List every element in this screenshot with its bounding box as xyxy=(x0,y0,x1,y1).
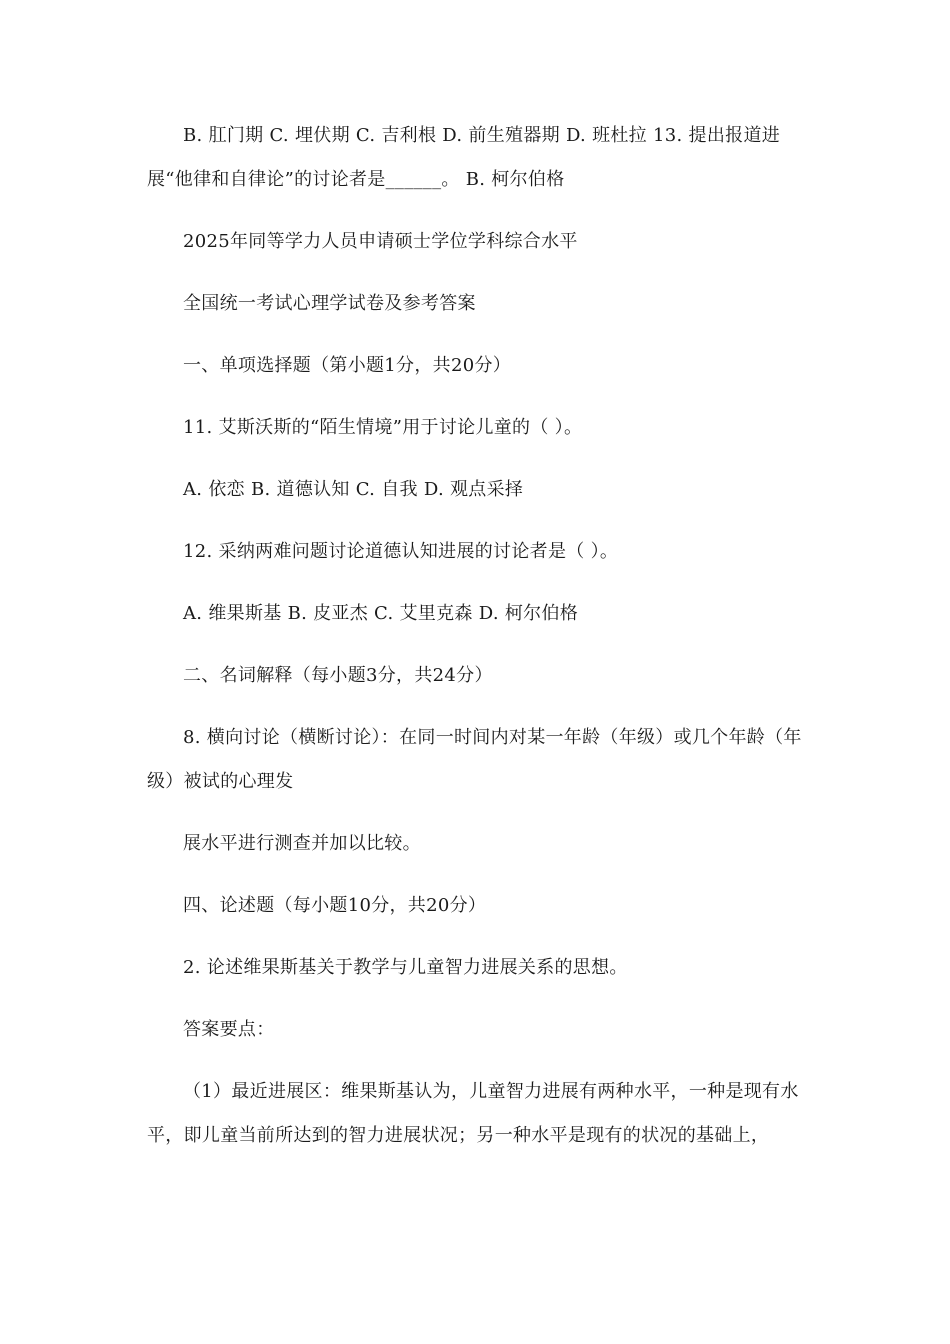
paragraph-exam-title-line2: 全国统一考试心理学试卷及参考答案 xyxy=(183,293,476,314)
paragraph-term-8-continued: 展水平进行测查并加以比较。 xyxy=(183,833,421,854)
paragraph-answer-point-1: （1）最近进展区：维果斯基认为，儿童智力进展有两种水平，一种是现有水平，即儿童当前所达到的智力进展状况；另一种水平是现有的状况的基础上， xyxy=(147,1081,799,1146)
paragraph-question-12-options: A. 维果斯基 B. 皮亚杰 C. 艾里克森 D. 柯尔伯格 xyxy=(183,603,579,624)
paragraph-section-4-heading: 四、论述题（每小题10分，共20分） xyxy=(183,895,487,916)
paragraph-section-1-heading: 一、单项选择题（第小题1分，共20分） xyxy=(183,355,512,376)
paragraph-question-12: 12. 采纳两难问题讨论道德认知进展的讨论者是（ ）。 xyxy=(183,541,619,562)
paragraph-answer-points-label: 答案要点： xyxy=(183,1019,275,1040)
paragraph-section-2-heading: 二、名词解释（每小题3分，共24分） xyxy=(183,665,493,686)
paragraph-question-11: 11. 艾斯沃斯的“陌生情境”用于讨论儿童的（ ）。 xyxy=(183,417,583,438)
paragraph-essay-2: 2. 论述维果斯基关于教学与儿童智力进展关系的思想。 xyxy=(183,957,628,978)
paragraph-question-11-options: A. 依恋 B. 道德认知 C. 自我 D. 观点采择 xyxy=(183,479,524,500)
paragraph-exam-title-line1: 2025年同等学力人员申请硕士学位学科综合水平 xyxy=(183,231,578,252)
paragraph-term-8: 8. 横向讨论（横断讨论）：在同一时间内对某一年龄（年级）或几个年龄（年级）被试的心理发 xyxy=(147,727,802,792)
paragraph-options-13: B. 肛门期 C. 埋伏期 C. 吉利根 D. 前生殖器期 D. 班杜拉 13. 提出报道进展“他律和自律论”的讨论者是______。 B. 柯尔伯格 xyxy=(147,125,781,190)
